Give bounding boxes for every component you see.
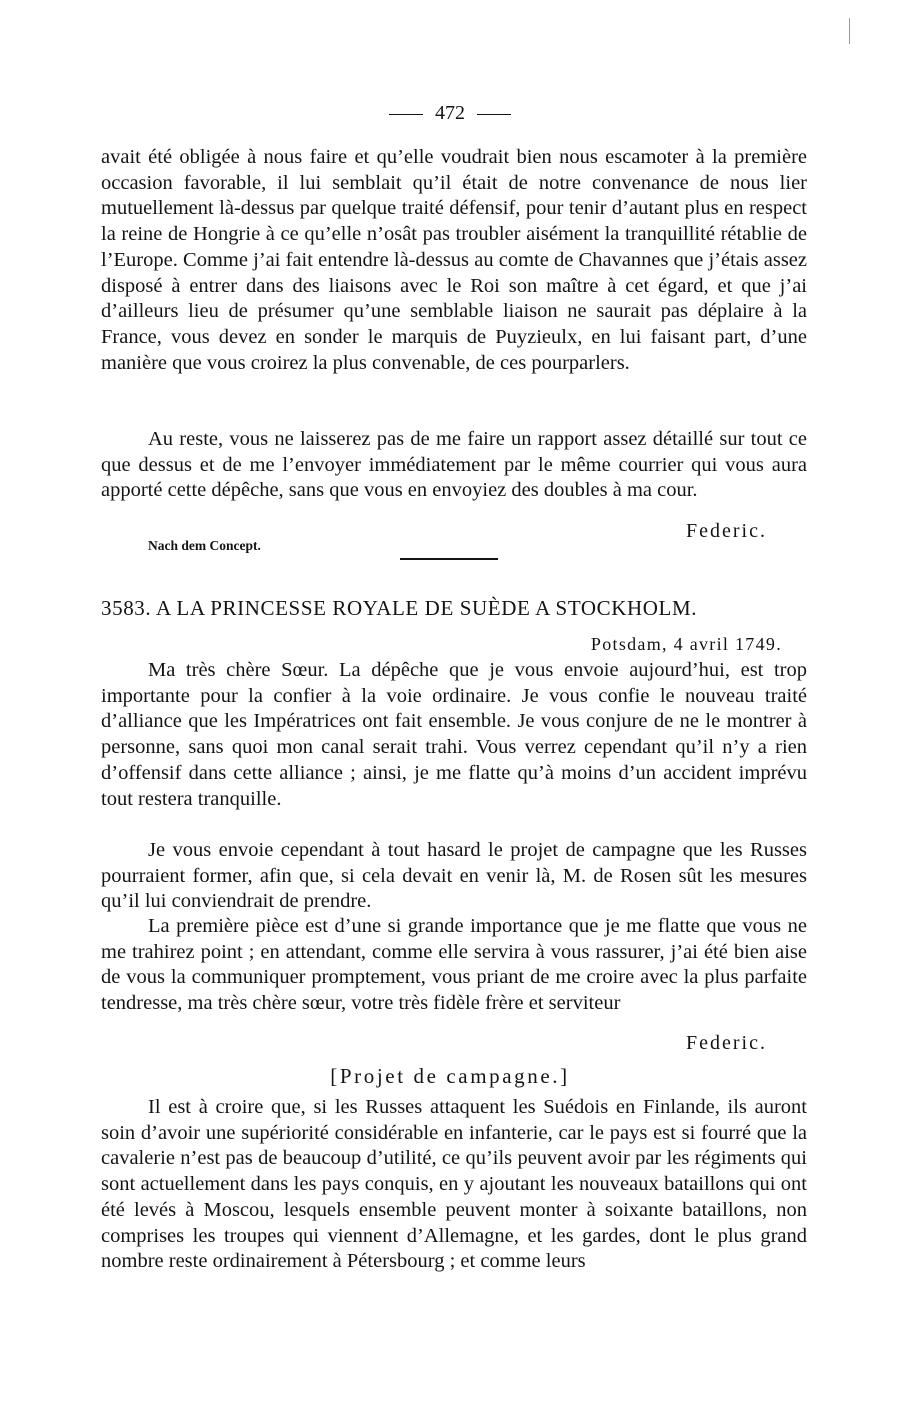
letter2-paragraph-1: Ma très chère Sœur. La dépêche que je vous envoie aujourd’hui, est trop importante pour la confier à la voie ordinaire. Je vous confie le nouveau traité d’alliance que les Impératrices ont fait ensemble. Je vous conjure de ne le montrer à personne, sans quoi mon canal serait trahi. Vous verrez cependant qu’il n’y a rien d’offensif dans cette alliance ; ainsi, je me flatte qu’à moins d’un accident imprévu tout restera tranquille. — [101, 659, 807, 810]
page-number: 472 — [435, 102, 465, 124]
section-divider — [400, 558, 498, 560]
header-rule-left — [389, 114, 423, 115]
source-note: Nach dem Concept. — [148, 538, 261, 553]
letter1-paragraph-2: Au reste, vous ne laisserez pas de me faire un rapport assez détaillé sur tout ce que dessus et de me l’envoyer immédiatement par le même courrier qui vous aura apporté cette dépêche, sans que vous en envoyiez des doubles à ma cour. — [101, 428, 807, 502]
letter2-place-date: Potsdam, 4 avril 1749. — [590, 634, 782, 654]
letter2-signature: Federic. — [686, 1032, 767, 1054]
letter1-signature: Federic. — [686, 520, 767, 542]
letter2-paragraph-3: La première pièce est d’une si grande importance que je me flatte que vous ne me trahirez point ; en attendant, comme elle servira à vous rassurer, j’ai été bien aise de vous la communiquer promptement, vous priant de me croire avec la plus parfaite tendresse, ma très chère sœur, votre très fidèle frère et serviteur — [101, 915, 807, 1015]
page-header — [0, 100, 900, 126]
projet-heading: [Projet de campagne.] — [330, 1064, 570, 1088]
letter1-paragraph-1: avait été obligée à nous faire et qu’elle voudrait bien nous escamoter à la première occasion favorable, il lui semblait qu’il était de notre convenance de nous lier mutuellement là-dessus par quelque traité défensif, pour tenir d’autant plus en respect la reine de Hongrie à ce qu’elle n’osât pas troubler aisément la tranquillité rétablie de l’Europe. Comme j’ai fait entendre là-dessus au comte de Chavannes que j’étais assez disposé à entrer dans des liaisons avec le Roi son maître à cet égard, et que j’ai d’ailleurs lieu de présumer qu’une semblable liaison ne saurait pas déplaire à la France, vous devez en sonder le marquis de Puyzieulx, en lui faisant part, d’une manière que vous croirez la plus convenable, de ces pourparlers. — [101, 146, 807, 374]
margin-mark — [849, 18, 850, 44]
letter2-paragraph-2: Je vous envoie cependant à tout hasard le projet de campagne que les Russes pourraient former, afin que, si cela devait en venir là, M. de Rosen sût les mesures qu’il lui conviendrait de prendre. — [101, 839, 807, 913]
projet-paragraph: Il est à croire que, si les Russes attaquent les Suédois en Finlande, ils auront soin d’avoir une supériorité considérable en infanterie, car le pays est si fourré que la cavalerie n’est pas de beaucoup d’utilité, ce qu’ils peuvent avoir par les régiments qui sont actuellement dans les pays conquis, en y ajoutant les nouveaux bataillons qui ont été levés à Moscou, lesquels ensemble peuvent monter à soixante bataillons, non comprises les troupes qui viennent d’Allemagne, et les gardes, dont le plus grand nombre reste ordinairement à Pétersbourg ; et comme leurs — [101, 1096, 807, 1273]
header-rule-right — [477, 114, 511, 115]
letter2-title: 3583. A LA PRINCESSE ROYALE DE SUÈDE A STOCKHOLM. — [101, 596, 698, 620]
